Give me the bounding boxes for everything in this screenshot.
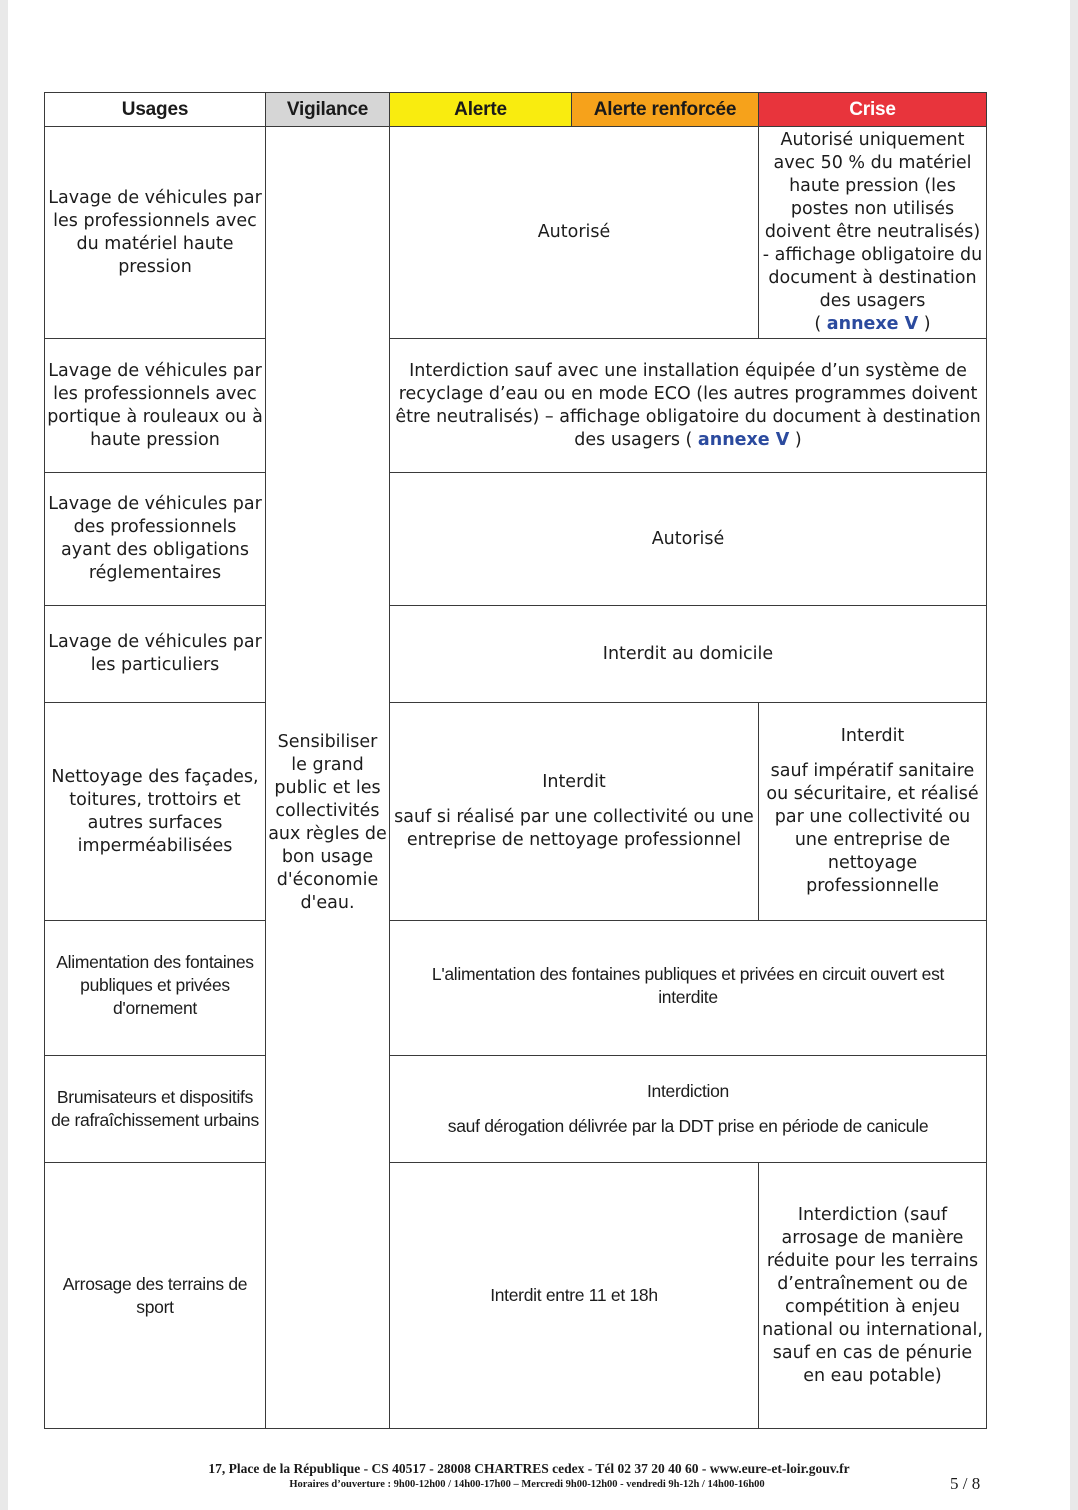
usage-cell: Nettoyage des façades, toitures, trottoirs et autres surfaces imperméabilisées [45, 703, 266, 921]
alerte-merged-cell: Interdit entre 11 et 18h [390, 1163, 759, 1429]
restriction-detail: sauf dérogation délivrée par la DDT prise en période de canicule [447, 1116, 929, 1136]
crise-cell [759, 127, 987, 339]
table-header-row [45, 93, 987, 127]
all-levels-cell: Autorisé [390, 473, 987, 606]
paren-close: ) [918, 314, 931, 334]
restriction-detail: sauf si réalisé par une collectivité ou une entreprise de nettoyage professionnel [394, 807, 754, 850]
restriction-title: Interdit [542, 772, 606, 792]
alerte-merged-cell: Autorisé [390, 127, 759, 339]
crise-text: Autorisé uniquement avec 50 % du matériel haute pression (les postes non utilisés doivent être neutralisés) - affichage obligatoire du document à destination des usagers [762, 130, 983, 311]
water-restrictions-table [44, 92, 987, 1429]
header-alerte: Alerte [390, 93, 572, 127]
vigilance-cell: Sensibiliser le grand public et les collectivités aux règles de bon usage d'économie d'eau. [266, 127, 390, 1429]
usage-cell: Lavage de véhicules par les professionnels avec portique à rouleaux ou à haute pression [45, 339, 266, 473]
paren-open: ( [685, 429, 698, 450]
all-levels-cell [390, 339, 987, 473]
usage-cell: Arrosage des terrains de sport [45, 1163, 266, 1429]
usage-cell: Lavage de véhicules par les particuliers [45, 606, 266, 703]
all-levels-cell: L'alimentation des fontaines publiques et privées en circuit ouvert est interdite [390, 921, 987, 1056]
all-levels-cell [390, 1056, 987, 1163]
table-row [45, 1056, 987, 1163]
annexe-v-link[interactable]: annexe V [697, 429, 790, 450]
header-crise: Crise [759, 93, 987, 127]
table-row [45, 1163, 987, 1429]
table-row [45, 703, 987, 921]
header-usages: Usages [45, 93, 266, 127]
crise-cell: Interdiction (sauf arrosage de manière réduite pour les terrains d’entraînement ou de compétition à enjeu national ou international, sauf en cas de pénurie en eau potable) [759, 1163, 987, 1429]
paren-close: ) [789, 429, 802, 450]
restriction-text: Interdiction sauf avec une installation équipée d’un système de recyclage d’eau ou en mode ECO (les autres programmes doivent être neutralisés) – affichage obligatoire du document à destination des usagers [395, 360, 981, 450]
header-alerte-renforcee: Alerte renforcée [572, 93, 759, 127]
usage-cell: Brumisateurs et dispositifs de rafraîchissement urbains [45, 1056, 266, 1163]
restriction-title: Interdiction [646, 1081, 729, 1101]
alerte-merged-cell [390, 703, 759, 921]
page-number: 5 / 8 [950, 1474, 981, 1493]
annexe-v-link[interactable]: annexe V [826, 314, 919, 334]
crise-cell [759, 703, 987, 921]
footer-hours: Horaires d’ouverture : 9h00-12h00 / 14h00-17h00 – Mercredi 9h00-12h00 - vendredi 9h-12h / 14h00-16h00 [289, 1479, 765, 1490]
table-row [45, 339, 987, 473]
usage-cell: Alimentation des fontaines publiques et privées d'ornement [45, 921, 266, 1056]
restriction-title: Interdit [840, 726, 905, 746]
table-row [45, 921, 987, 1056]
all-levels-cell: Interdit au domicile [390, 606, 987, 703]
header-vigilance: Vigilance [266, 93, 390, 127]
paren-open: ( [814, 314, 827, 334]
footer-address: 17, Place de la République - CS 40517 - 28008 CHARTRES cedex - Tél 02 37 20 40 60 - www.eure-et-loir.gouv.fr [208, 1461, 850, 1476]
restriction-detail: sauf impératif sanitaire ou sécuritaire, et réalisé par une collectivité ou une entreprise de nettoyage professionnelle [766, 761, 979, 896]
usage-cell: Lavage de véhicules par les professionnels avec du matériel haute pression [45, 127, 266, 339]
table-row [45, 127, 987, 339]
table-row [45, 473, 987, 606]
table-row [45, 606, 987, 703]
usage-cell: Lavage de véhicules par des professionnels ayant des obligations réglementaires [45, 473, 266, 606]
